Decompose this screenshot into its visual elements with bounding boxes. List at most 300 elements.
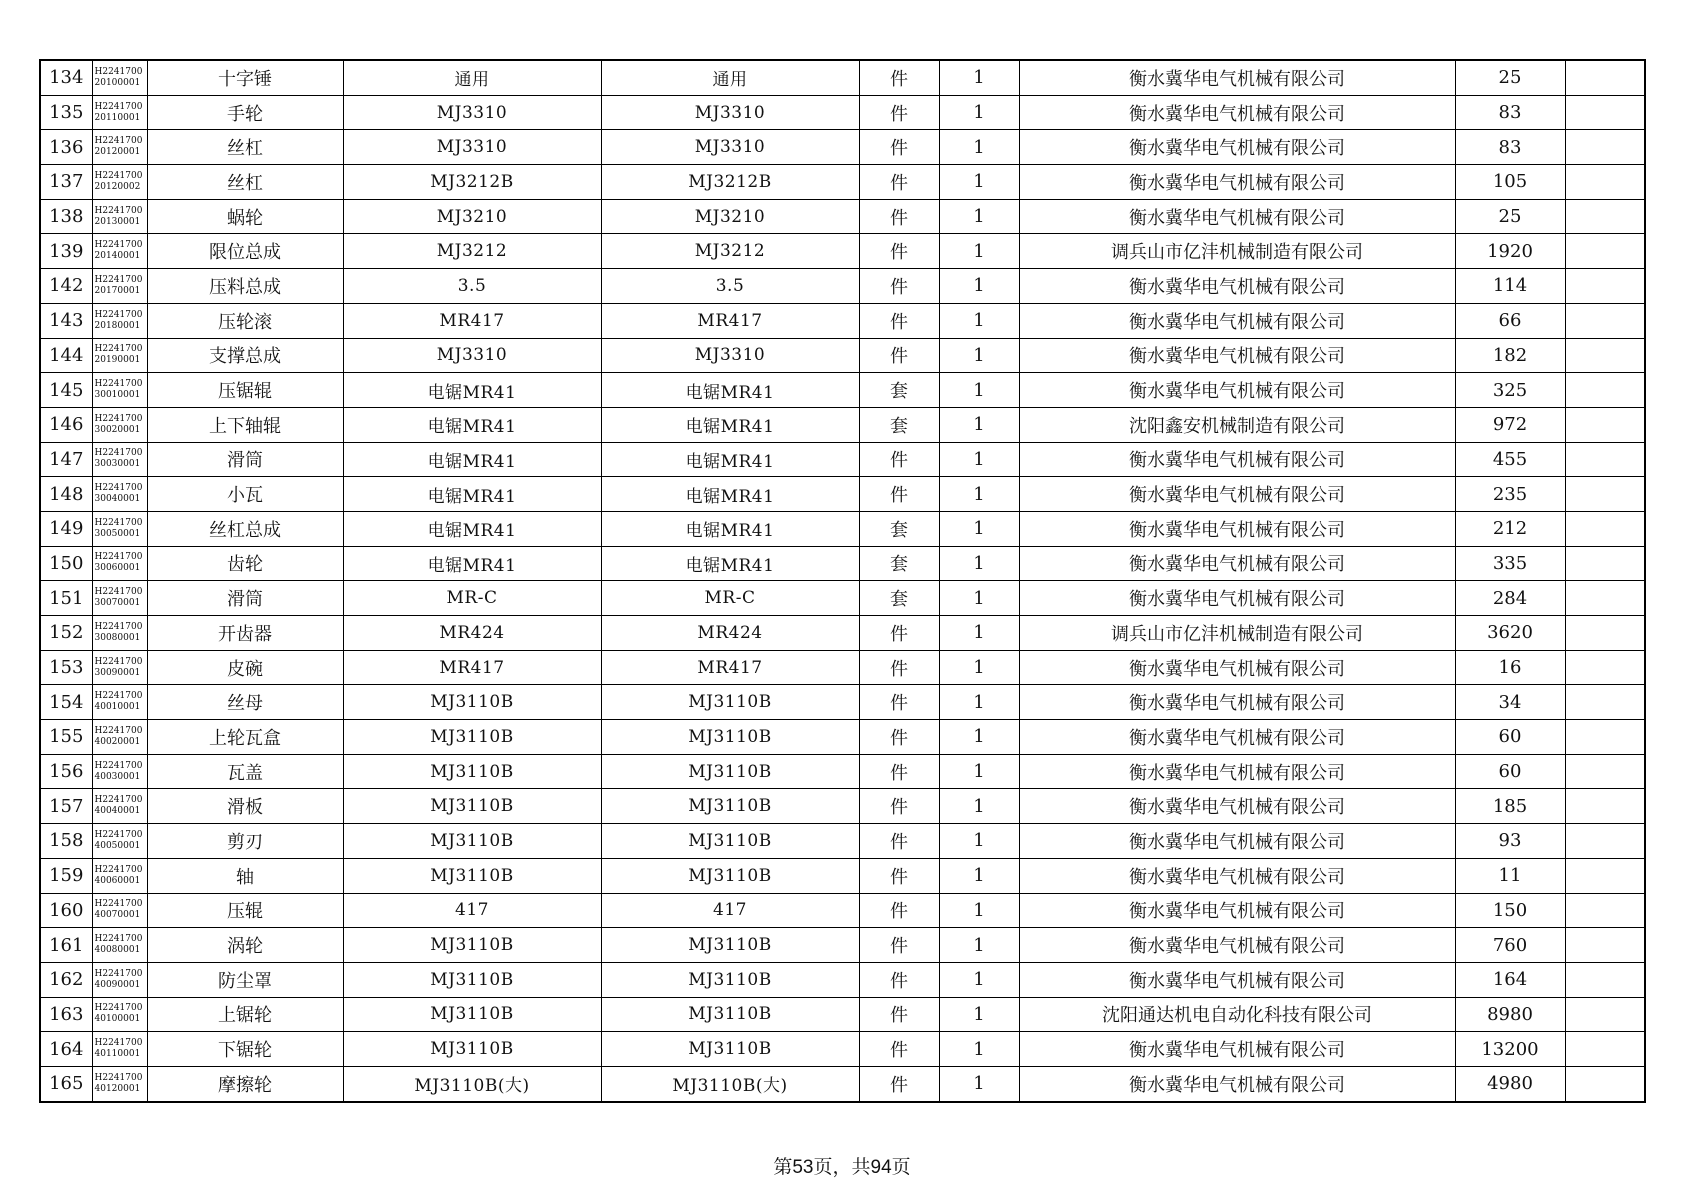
remark — [1565, 130, 1645, 165]
supplier: 衡水冀华电气机械有限公司 — [1019, 720, 1455, 755]
quantity: 1 — [939, 234, 1019, 269]
row-number: 135 — [40, 95, 92, 130]
supplier: 衡水冀华电气机械有限公司 — [1019, 789, 1455, 824]
part-spec: 电锯MR41 — [343, 477, 601, 512]
material-code-line1: H2241700 — [94, 379, 143, 390]
quantity: 1 — [939, 754, 1019, 789]
quantity: 1 — [939, 165, 1019, 200]
material-code — [92, 546, 147, 581]
row-number: 142 — [40, 269, 92, 304]
quantity: 1 — [939, 511, 1019, 546]
material-code-line1: H2241700 — [94, 66, 143, 77]
row-number: 144 — [40, 338, 92, 373]
part-spec: MJ3210 — [343, 199, 601, 234]
supplier: 衡水冀华电气机械有限公司 — [1019, 824, 1455, 859]
part-spec: 电锯MR41 — [343, 442, 601, 477]
material-code-line2: 40070001 — [94, 910, 141, 921]
page-footer — [0, 1152, 1684, 1179]
quantity: 1 — [939, 962, 1019, 997]
material-code-line1: H2241700 — [94, 274, 143, 285]
table-row — [40, 442, 1645, 477]
quantity: 1 — [939, 789, 1019, 824]
material-code-line2: 20120001 — [94, 147, 141, 158]
supplier: 衡水冀华电气机械有限公司 — [1019, 442, 1455, 477]
material-code-line2: 30020001 — [94, 424, 141, 435]
part-spec: 电锯MR41 — [343, 546, 601, 581]
material-code-line2: 20170001 — [94, 285, 141, 296]
part-model: MJ3110B — [601, 824, 859, 859]
table-row — [40, 130, 1645, 165]
remark — [1565, 338, 1645, 373]
material-code — [92, 477, 147, 512]
material-code-line2: 40080001 — [94, 945, 141, 956]
unit: 套 — [859, 511, 939, 546]
material-code-line1: H2241700 — [94, 552, 143, 563]
remark — [1565, 858, 1645, 893]
material-code — [92, 442, 147, 477]
quantity: 1 — [939, 269, 1019, 304]
part-name: 摩擦轮 — [147, 1066, 343, 1101]
current-page-number: 53 — [792, 1157, 814, 1178]
part-name: 防尘罩 — [147, 962, 343, 997]
unit-price: 1920 — [1455, 234, 1565, 269]
row-number: 143 — [40, 303, 92, 338]
material-code-line2: 40090001 — [94, 979, 141, 990]
part-name: 压锯辊 — [147, 373, 343, 408]
part-model: MJ3210 — [601, 199, 859, 234]
row-number: 162 — [40, 962, 92, 997]
part-spec: MJ3110B — [343, 997, 601, 1032]
material-code — [92, 165, 147, 200]
material-code-line1: H2241700 — [94, 656, 143, 667]
material-code — [92, 199, 147, 234]
remark — [1565, 407, 1645, 442]
table-row — [40, 1032, 1645, 1067]
table-row — [40, 199, 1645, 234]
supplier: 衡水冀华电气机械有限公司 — [1019, 1066, 1455, 1101]
material-code-line2: 30070001 — [94, 598, 141, 609]
remark — [1565, 303, 1645, 338]
footer-suffix: 页 — [891, 1156, 911, 1178]
row-number: 134 — [40, 60, 92, 95]
unit-price: 60 — [1455, 720, 1565, 755]
material-code — [92, 858, 147, 893]
supplier: 衡水冀华电气机械有限公司 — [1019, 95, 1455, 130]
part-name: 手轮 — [147, 95, 343, 130]
unit-price: 335 — [1455, 546, 1565, 581]
unit: 件 — [859, 997, 939, 1032]
remark — [1565, 720, 1645, 755]
part-name: 开齿器 — [147, 616, 343, 651]
unit-price: 185 — [1455, 789, 1565, 824]
material-code-line1: H2241700 — [94, 934, 143, 945]
unit: 件 — [859, 824, 939, 859]
material-code — [92, 269, 147, 304]
table-row — [40, 858, 1645, 893]
part-spec: MJ3110B — [343, 685, 601, 720]
supplier: 衡水冀华电气机械有限公司 — [1019, 546, 1455, 581]
part-name: 剪刃 — [147, 824, 343, 859]
part-model: MJ3110B — [601, 754, 859, 789]
material-code — [92, 928, 147, 963]
part-spec: 电锯MR41 — [343, 511, 601, 546]
part-model: 通用 — [601, 60, 859, 95]
unit: 件 — [859, 1032, 939, 1067]
row-number: 137 — [40, 165, 92, 200]
part-name: 压轮滚 — [147, 303, 343, 338]
part-spec: MJ3212B — [343, 165, 601, 200]
material-code — [92, 824, 147, 859]
quantity: 1 — [939, 1066, 1019, 1101]
material-code-line1: H2241700 — [94, 621, 143, 632]
supplier: 衡水冀华电气机械有限公司 — [1019, 754, 1455, 789]
unit-price: 150 — [1455, 893, 1565, 928]
supplier: 沈阳鑫安机械制造有限公司 — [1019, 407, 1455, 442]
unit: 件 — [859, 442, 939, 477]
table-row — [40, 616, 1645, 651]
table-row — [40, 373, 1645, 408]
footer-prefix: 第 — [773, 1156, 793, 1178]
material-code-line1: H2241700 — [94, 725, 143, 736]
material-code — [92, 511, 147, 546]
remark — [1565, 234, 1645, 269]
unit: 套 — [859, 546, 939, 581]
part-spec: MJ3110B — [343, 962, 601, 997]
table-row — [40, 269, 1645, 304]
part-spec: MR417 — [343, 650, 601, 685]
material-code-line2: 30010001 — [94, 390, 141, 401]
row-number: 161 — [40, 928, 92, 963]
row-number: 163 — [40, 997, 92, 1032]
supplier: 衡水冀华电气机械有限公司 — [1019, 130, 1455, 165]
table-row — [40, 1066, 1645, 1101]
part-spec: MJ3310 — [343, 130, 601, 165]
material-code-line1: H2241700 — [94, 344, 143, 355]
table-row — [40, 581, 1645, 616]
part-spec: MJ3110B — [343, 928, 601, 963]
part-model: MJ3310 — [601, 130, 859, 165]
material-code — [92, 754, 147, 789]
unit-price: 3620 — [1455, 616, 1565, 651]
quantity: 1 — [939, 581, 1019, 616]
part-name: 皮碗 — [147, 650, 343, 685]
material-code-line1: H2241700 — [94, 587, 143, 598]
part-model: MJ3212 — [601, 234, 859, 269]
quantity: 1 — [939, 477, 1019, 512]
unit: 件 — [859, 616, 939, 651]
unit: 件 — [859, 858, 939, 893]
unit: 件 — [859, 789, 939, 824]
part-spec: MR-C — [343, 581, 601, 616]
table-row — [40, 546, 1645, 581]
unit: 件 — [859, 199, 939, 234]
supplier: 衡水冀华电气机械有限公司 — [1019, 373, 1455, 408]
supplier: 调兵山市亿沣机械制造有限公司 — [1019, 616, 1455, 651]
material-code — [92, 373, 147, 408]
material-code-line1: H2241700 — [94, 968, 143, 979]
part-model: MR417 — [601, 303, 859, 338]
row-number: 136 — [40, 130, 92, 165]
part-name: 上锯轮 — [147, 997, 343, 1032]
material-code — [92, 616, 147, 651]
unit: 件 — [859, 1066, 939, 1101]
unit-price: 25 — [1455, 60, 1565, 95]
quantity: 1 — [939, 373, 1019, 408]
part-name: 丝杠总成 — [147, 511, 343, 546]
part-name: 滑筒 — [147, 581, 343, 616]
part-model: MJ3110B(大) — [601, 1066, 859, 1101]
quantity: 1 — [939, 60, 1019, 95]
row-number: 138 — [40, 199, 92, 234]
material-code-line1: H2241700 — [94, 309, 143, 320]
row-number: 151 — [40, 581, 92, 616]
unit: 件 — [859, 303, 939, 338]
unit-price: 164 — [1455, 962, 1565, 997]
material-code — [92, 685, 147, 720]
row-number: 156 — [40, 754, 92, 789]
supplier: 衡水冀华电气机械有限公司 — [1019, 511, 1455, 546]
material-code-line1: H2241700 — [94, 136, 143, 147]
unit-price: 34 — [1455, 685, 1565, 720]
material-code — [92, 581, 147, 616]
part-spec: 417 — [343, 893, 601, 928]
material-code — [92, 130, 147, 165]
material-code-line1: H2241700 — [94, 829, 143, 840]
remark — [1565, 442, 1645, 477]
remark — [1565, 477, 1645, 512]
part-name: 丝杠 — [147, 165, 343, 200]
material-code-line2: 20100001 — [94, 77, 141, 88]
table-body — [40, 60, 1645, 1102]
remark — [1565, 685, 1645, 720]
table-row — [40, 303, 1645, 338]
part-name: 滑筒 — [147, 442, 343, 477]
unit: 件 — [859, 962, 939, 997]
remark — [1565, 60, 1645, 95]
unit: 件 — [859, 477, 939, 512]
material-code-line1: H2241700 — [94, 205, 143, 216]
table-row — [40, 789, 1645, 824]
unit: 件 — [859, 720, 939, 755]
table-row — [40, 928, 1645, 963]
remark — [1565, 824, 1645, 859]
supplier: 衡水冀华电气机械有限公司 — [1019, 303, 1455, 338]
material-code-line2: 40060001 — [94, 875, 141, 886]
supplier: 衡水冀华电气机械有限公司 — [1019, 581, 1455, 616]
supplier: 衡水冀华电气机械有限公司 — [1019, 893, 1455, 928]
unit: 件 — [859, 95, 939, 130]
table-row — [40, 511, 1645, 546]
part-name: 涡轮 — [147, 928, 343, 963]
remark — [1565, 616, 1645, 651]
unit-price: 4980 — [1455, 1066, 1565, 1101]
part-model: MJ3110B — [601, 928, 859, 963]
remark — [1565, 511, 1645, 546]
table-row — [40, 477, 1645, 512]
table-row — [40, 754, 1645, 789]
part-name: 齿轮 — [147, 546, 343, 581]
unit-price: 16 — [1455, 650, 1565, 685]
table-row — [40, 338, 1645, 373]
remark — [1565, 1066, 1645, 1101]
part-model: 电锯MR41 — [601, 511, 859, 546]
part-model: MR-C — [601, 581, 859, 616]
remark — [1565, 754, 1645, 789]
quantity: 1 — [939, 303, 1019, 338]
part-model: MR417 — [601, 650, 859, 685]
unit-price: 83 — [1455, 95, 1565, 130]
unit-price: 760 — [1455, 928, 1565, 963]
material-code-line2: 20110001 — [94, 112, 141, 123]
material-code-line2: 20190001 — [94, 355, 141, 366]
part-name: 瓦盖 — [147, 754, 343, 789]
material-code — [92, 650, 147, 685]
total-page-count: 94 — [870, 1157, 892, 1178]
material-code-line1: H2241700 — [94, 413, 143, 424]
supplier: 衡水冀华电气机械有限公司 — [1019, 269, 1455, 304]
remark — [1565, 269, 1645, 304]
unit-price: 212 — [1455, 511, 1565, 546]
row-number: 149 — [40, 511, 92, 546]
unit: 套 — [859, 373, 939, 408]
row-number: 152 — [40, 616, 92, 651]
part-spec: MJ3310 — [343, 338, 601, 373]
unit: 件 — [859, 234, 939, 269]
material-code-line1: H2241700 — [94, 1038, 143, 1049]
material-code — [92, 407, 147, 442]
part-model: MJ3110B — [601, 720, 859, 755]
row-number: 145 — [40, 373, 92, 408]
row-number: 160 — [40, 893, 92, 928]
unit: 件 — [859, 928, 939, 963]
unit: 件 — [859, 685, 939, 720]
part-model: MJ3310 — [601, 95, 859, 130]
material-code-line2: 40040001 — [94, 806, 141, 817]
part-model: MR424 — [601, 616, 859, 651]
material-code-line1: H2241700 — [94, 864, 143, 875]
remark — [1565, 546, 1645, 581]
unit-price: 235 — [1455, 477, 1565, 512]
unit-price: 325 — [1455, 373, 1565, 408]
table-row — [40, 165, 1645, 200]
quantity: 1 — [939, 442, 1019, 477]
part-model: MJ3110B — [601, 789, 859, 824]
unit: 套 — [859, 407, 939, 442]
material-code — [92, 997, 147, 1032]
quantity: 1 — [939, 720, 1019, 755]
part-spec: MJ3110B(大) — [343, 1066, 601, 1101]
table-row — [40, 234, 1645, 269]
table-row — [40, 824, 1645, 859]
material-code-line1: H2241700 — [94, 795, 143, 806]
unit: 件 — [859, 130, 939, 165]
row-number: 146 — [40, 407, 92, 442]
unit-price: 66 — [1455, 303, 1565, 338]
part-name: 轴 — [147, 858, 343, 893]
unit: 件 — [859, 165, 939, 200]
remark — [1565, 199, 1645, 234]
part-name: 压料总成 — [147, 269, 343, 304]
unit-price: 25 — [1455, 199, 1565, 234]
row-number: 159 — [40, 858, 92, 893]
quantity: 1 — [939, 1032, 1019, 1067]
table-row — [40, 962, 1645, 997]
supplier: 衡水冀华电气机械有限公司 — [1019, 858, 1455, 893]
quantity: 1 — [939, 130, 1019, 165]
material-code-line2: 20120002 — [94, 181, 141, 192]
quantity: 1 — [939, 858, 1019, 893]
supplier: 衡水冀华电气机械有限公司 — [1019, 199, 1455, 234]
part-spec: 通用 — [343, 60, 601, 95]
part-spec: MJ3110B — [343, 1032, 601, 1067]
material-code-line2: 40120001 — [94, 1083, 141, 1094]
remark — [1565, 997, 1645, 1032]
material-code-line1: H2241700 — [94, 1072, 143, 1083]
material-code-line1: H2241700 — [94, 1003, 143, 1014]
unit: 件 — [859, 60, 939, 95]
quantity: 1 — [939, 824, 1019, 859]
unit-price: 105 — [1455, 165, 1565, 200]
material-code-line2: 30060001 — [94, 563, 141, 574]
part-model: MJ3110B — [601, 962, 859, 997]
supplier: 衡水冀华电气机械有限公司 — [1019, 477, 1455, 512]
remark — [1565, 373, 1645, 408]
material-code — [92, 234, 147, 269]
row-number: 158 — [40, 824, 92, 859]
row-number: 153 — [40, 650, 92, 685]
supplier: 衡水冀华电气机械有限公司 — [1019, 60, 1455, 95]
material-code-line2: 40030001 — [94, 771, 141, 782]
part-model: MJ3110B — [601, 685, 859, 720]
material-code-line2: 30030001 — [94, 459, 141, 470]
material-code — [92, 720, 147, 755]
material-code — [92, 60, 147, 95]
supplier: 衡水冀华电气机械有限公司 — [1019, 928, 1455, 963]
quantity: 1 — [939, 95, 1019, 130]
row-number: 157 — [40, 789, 92, 824]
table-row — [40, 60, 1645, 95]
material-code — [92, 303, 147, 338]
unit-price: 114 — [1455, 269, 1565, 304]
unit-price: 182 — [1455, 338, 1565, 373]
remark — [1565, 1032, 1645, 1067]
unit-price: 13200 — [1455, 1032, 1565, 1067]
material-code-line2: 40110001 — [94, 1049, 141, 1060]
quantity: 1 — [939, 928, 1019, 963]
part-model: MJ3110B — [601, 858, 859, 893]
material-code-line1: H2241700 — [94, 760, 143, 771]
unit-price: 284 — [1455, 581, 1565, 616]
material-code-line2: 40020001 — [94, 736, 141, 747]
material-code-line2: 30080001 — [94, 632, 141, 643]
unit-price: 8980 — [1455, 997, 1565, 1032]
part-model: MJ3110B — [601, 997, 859, 1032]
remark — [1565, 789, 1645, 824]
material-code-line2: 30090001 — [94, 667, 141, 678]
row-number: 150 — [40, 546, 92, 581]
unit: 件 — [859, 338, 939, 373]
part-name: 上下轴辊 — [147, 407, 343, 442]
part-model: 3.5 — [601, 269, 859, 304]
part-model: 电锯MR41 — [601, 546, 859, 581]
table-row — [40, 997, 1645, 1032]
unit: 件 — [859, 893, 939, 928]
quantity: 1 — [939, 199, 1019, 234]
part-model: MJ3212B — [601, 165, 859, 200]
material-code-line1: H2241700 — [94, 899, 143, 910]
quantity: 1 — [939, 685, 1019, 720]
part-name: 限位总成 — [147, 234, 343, 269]
